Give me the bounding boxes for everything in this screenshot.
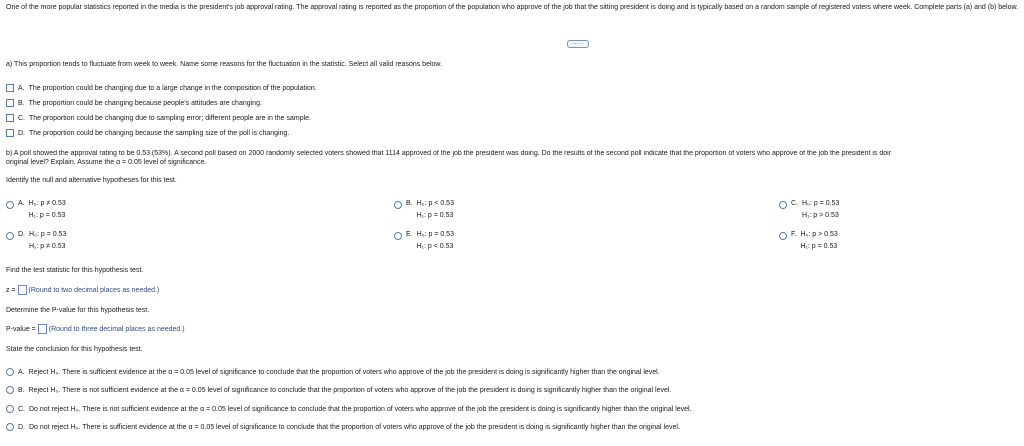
problem-intro: One of the more popular statistics reported in the media is the president's job approval rating. The approval rating is reported as the proportion of the population who approve of the job that the sitting president is doing and is typically based on a random sample of registered voters where week. Complete parts (a) and (b) below. xyxy=(6,4,1019,11)
checkbox[interactable] xyxy=(6,114,14,122)
part-a-option-b[interactable]: B. The proportion could be changing because people's attitudes are changing. xyxy=(6,99,262,107)
part-a-option-c[interactable]: C. The proportion could be changing due to sampling error; different people are in the sample. xyxy=(6,114,311,122)
radio-button[interactable] xyxy=(394,201,402,209)
part-a-option-d[interactable]: D. The proportion could be changing because the sampling size of the poll is changing. xyxy=(6,129,289,137)
radio-button[interactable] xyxy=(779,232,787,240)
conclusion-option-a[interactable]: A. Reject H₀. There is sufficient evidence at the α = 0.05 level of significance to conclude that the proportion of voters who approve of the job the president is doing is significantly higher than the original level. xyxy=(6,368,660,376)
find-test-statistic-prompt: Find the test statistic for this hypothesis test. xyxy=(6,267,144,274)
part-a-option-a[interactable]: A. The proportion could be changing due to a large change in the composition of the population. xyxy=(6,84,317,92)
determine-p-value-prompt: Determine the P-value for this hypothesis test. xyxy=(6,307,150,314)
part-b-question-line1: b) A poll showed the approval rating to be 0.53 (53%). A second poll based on 2000 randomly selected voters showed that 1114 approved of the job the president was doing. Do the results of the second poll indicate that the proportion of voters who approve of the job the president is doir xyxy=(6,150,892,157)
z-hint: (Round to two decimal places as needed.) xyxy=(28,286,160,294)
radio-button[interactable] xyxy=(6,368,14,376)
state-conclusion-prompt: State the conclusion for this hypothesis test. xyxy=(6,346,143,353)
checkbox[interactable] xyxy=(6,129,14,137)
radio-button[interactable] xyxy=(6,423,14,431)
conclusion-option-b[interactable]: B. Reject H₀. There is not sufficient evidence at the α = 0.05 level of significance to conclude that the proportion of voters who approve of the job the president is doing is significantly higher than the original level. xyxy=(6,386,671,394)
conclusion-option-c[interactable]: C. Do not reject H₀. There is not sufficient evidence at the α = 0.05 level of significance to conclude that the proportion of voters who approve of the job the president is doing is significantly higher than the original level. xyxy=(6,405,692,413)
hypothesis-option-c[interactable]: C. H₀: p = 0.53 H₁: p > 0.53 xyxy=(779,198,839,222)
radio-button[interactable] xyxy=(779,201,787,209)
conclusion-option-d[interactable]: D. Do not reject H₀. There is sufficient evidence at the α = 0.05 level of significance to conclude that the proportion of voters who approve of the job the president is doing is significantly higher than the original level. xyxy=(6,423,680,431)
radio-button[interactable] xyxy=(394,232,402,240)
part-a-question: a) This proportion tends to fluctuate from week to week. Name some reasons for the fluctuation in the statistic. Select all valid reasons below. xyxy=(6,61,443,68)
p-value-answer-row: P-value = (Round to three decimal places as needed.) xyxy=(6,325,185,333)
checkbox[interactable] xyxy=(6,99,14,107)
identify-hypotheses-prompt: Identify the null and alternative hypotheses for this test. xyxy=(6,177,177,184)
checkbox[interactable] xyxy=(6,84,14,92)
radio-button[interactable] xyxy=(6,386,14,394)
more-options-button[interactable]: ...... xyxy=(567,40,589,48)
part-b-question-line2: original level? Explain. Assume the α = 0.05 level of significance. xyxy=(6,159,207,166)
hypothesis-option-a[interactable]: A. H₀: p ≠ 0.53 H₁: p = 0.53 xyxy=(6,198,66,222)
radio-button[interactable] xyxy=(6,405,14,413)
radio-button[interactable] xyxy=(6,201,14,209)
p-value-hint: (Round to three decimal places as needed.) xyxy=(48,325,185,333)
hypothesis-option-f[interactable]: F. H₀: p > 0.53 H₁: p = 0.53 xyxy=(779,229,838,253)
hypothesis-option-b[interactable]: B. H₀: p < 0.53 H₁: p = 0.53 xyxy=(394,198,454,222)
hypothesis-option-e[interactable]: E. H₀: p = 0.53 H₁: p < 0.53 xyxy=(394,229,454,253)
z-input[interactable] xyxy=(18,285,27,295)
hypothesis-option-d[interactable]: D. H₀: p = 0.53 H₁: p ≠ 0.53 xyxy=(6,229,66,253)
z-answer-row: z = (Round to two decimal places as needed.) xyxy=(6,286,160,294)
p-value-input[interactable] xyxy=(38,324,47,334)
radio-button[interactable] xyxy=(6,232,14,240)
